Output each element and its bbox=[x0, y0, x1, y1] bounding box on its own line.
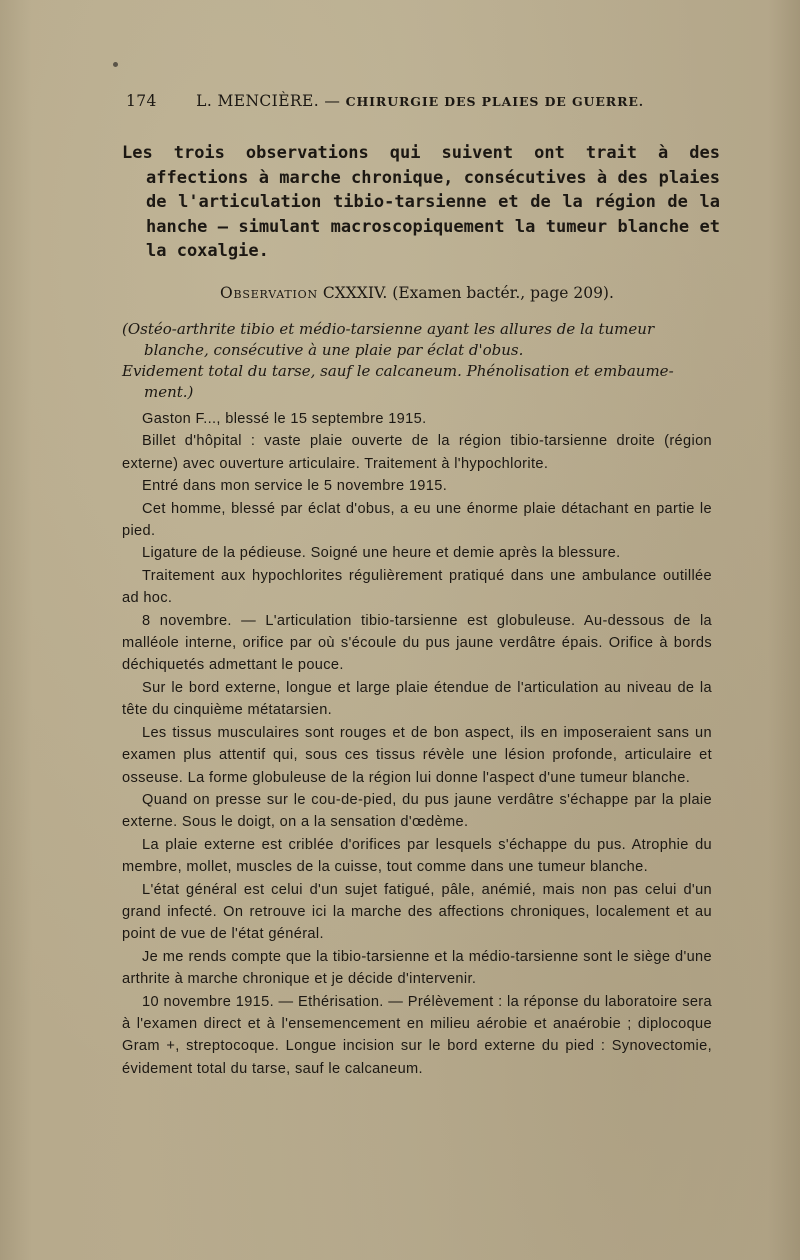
paragraph: 10 novembre 1915. — Ethérisation. — Prélèvement : la réponse du laboratoire sera à l'examen direct et à l'ensemencement en milieu aérobie et anaérobie ; diplocoque Gram +, streptocoque. Longue incision sur le bord externe du pied : Synovectomie, évidement total du tarse, sauf le calcaneum. bbox=[122, 993, 712, 1077]
ink-speck bbox=[113, 62, 118, 67]
observation-number: CXXXIV. bbox=[322, 284, 388, 302]
paragraph: Les tissus musculaires sont rouges et de bon aspect, ils en imposeraient sans un examen plus attentif qui, sous ces tissus révèle une lésion profonde, articulaire et osseuse. La forme globuleuse de la région lui donne l'aspect d'une tumeur blanche. bbox=[122, 724, 712, 786]
paragraph: Traitement aux hypochlorites régulièrement pratiqué dans une ambulance outillée ad hoc. bbox=[122, 567, 712, 607]
subtitle-line: ment.) bbox=[144, 383, 194, 401]
paragraph: Je me rends compte que la tibio-tarsienne et la médio-tarsienne sont le siège d'une arthrite à marche chronique et je décide d'intervenir. bbox=[122, 948, 712, 988]
observation-subtitle bbox=[122, 319, 712, 403]
observation-reference: (Examen bactér., page 209). bbox=[392, 284, 614, 302]
page-number: 174 bbox=[126, 92, 157, 110]
paragraph: L'état général est celui d'un sujet fatigué, pâle, anémié, mais non pas celui d'un grand infecté. On retrouve ici la marche des affections chroniques, localement et au point de vue de l'état général. bbox=[122, 881, 712, 943]
observation-label: Observation bbox=[220, 284, 318, 302]
body-text bbox=[122, 408, 712, 1080]
paragraph: Cet homme, blessé par éclat d'obus, a eu une énorme plaie détachant en partie le pied. bbox=[122, 500, 712, 540]
subtitle-line: (Ostéo-arthrite tibio et médio-tarsienne ayant les allures de la tumeur bbox=[122, 320, 655, 338]
subtitle-line: blanche, consécutive à une plaie par éclat d'obus. bbox=[144, 341, 524, 359]
paragraph: La plaie externe est criblée d'orifices par lesquels s'échappe du pus. Atrophie du membre, mollet, muscles de la cuisse, tout comme dans une tumeur blanche. bbox=[122, 836, 712, 876]
paragraph: Sur le bord externe, longue et large plaie étendue de l'articulation au niveau de la tête du cinquième métatarsien. bbox=[122, 679, 712, 719]
running-head-author: L. MENCIÈRE. — bbox=[196, 92, 341, 110]
running-head-title: CHIRURGIE DES PLAIES DE GUERRE. bbox=[345, 94, 645, 109]
paragraph: Gaston F..., blessé le 15 septembre 1915. bbox=[142, 411, 427, 427]
section-heading: Les trois observations qui suivent ont trait à des affections à marche chronique, consécutives à des plaies de l'articulation tibio-tarsienne et de la région de la hanche — simulant macroscopiquement la tumeur blanche et la coxalgie. bbox=[122, 143, 720, 261]
running-head bbox=[126, 92, 726, 110]
subtitle-line: Evidement total du tarse, sauf le calcaneum. Phénolisation et embaume- bbox=[122, 362, 674, 380]
paragraph: Billet d'hôpital : vaste plaie ouverte de la région tibio-tarsienne droite (région externe) avec ouverture articulaire. Traitement à l'hypochlorite. bbox=[122, 433, 712, 472]
paragraph: Quand on presse sur le cou-de-pied, du pus jaune verdâtre s'échappe par la plaie externe. Sous le doigt, on a la sensation d'œdème. bbox=[122, 791, 712, 831]
paragraph: Ligature de la pédieuse. Soigné une heure et demie après la blessure. bbox=[142, 545, 621, 562]
paragraph: 8 novembre. — L'articulation tibio-tarsienne est globuleuse. Au-dessous de la malléole interne, orifice par où s'écoule du pus jaune verdâtre épais. Orifice à bords déchiquetés admettant le pouce. bbox=[122, 612, 712, 674]
observation-title bbox=[220, 284, 720, 302]
paragraph: Entré dans mon service le 5 novembre 1915. bbox=[142, 478, 448, 495]
